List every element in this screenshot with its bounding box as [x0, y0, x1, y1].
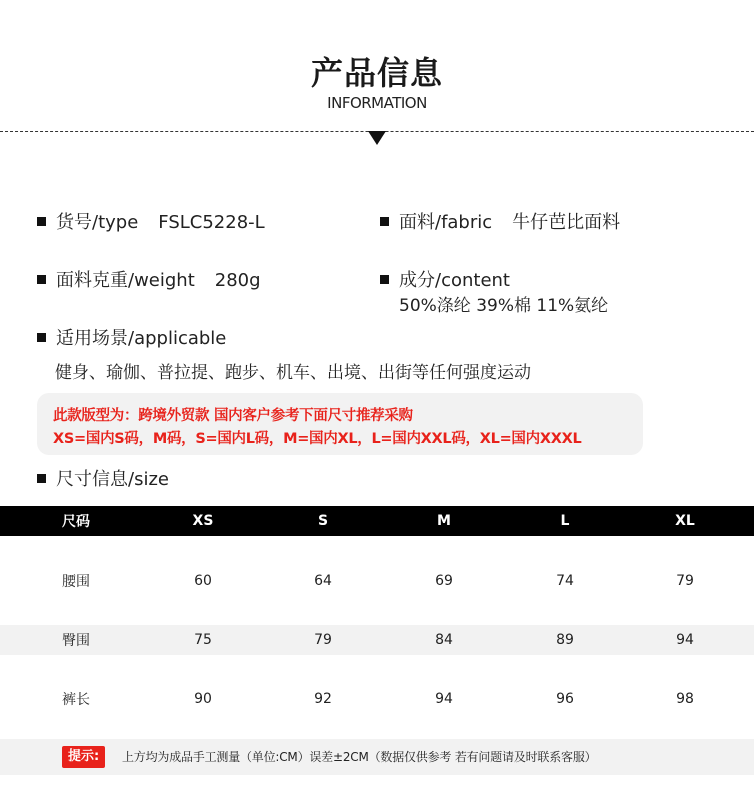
content-label: 成分/content [399, 270, 510, 291]
fabric-value: 牛仔芭比面料 [512, 212, 621, 233]
header-cell: XS [192, 513, 214, 529]
bullet-square-icon [380, 217, 389, 226]
header-cell: M [437, 513, 451, 529]
info-applicable [37, 324, 226, 350]
table-cell: 79 [676, 572, 694, 589]
info-type [37, 208, 265, 234]
size-notice-box [37, 393, 643, 455]
info-fabric [380, 208, 620, 234]
table-cell: 64 [314, 572, 332, 589]
tip-bar [0, 739, 754, 775]
table-cell: 92 [314, 691, 332, 707]
table-cell: 60 [194, 572, 212, 589]
table-cell: 79 [314, 632, 332, 648]
tip-badge: 提示: [62, 746, 105, 768]
table-row [0, 536, 754, 625]
notice-line-2: XS=国内S码，M码，S=国内L码，M=国内XL，L=国内XXL码，XL=国内XXXL [53, 431, 582, 447]
table-cell: 84 [435, 632, 453, 648]
weight-label: 面料克重/weight [56, 270, 195, 291]
row-label: 臀围 [62, 633, 90, 649]
row-label: 裤长 [62, 692, 90, 708]
triangle-down-icon [368, 131, 386, 145]
table-cell: 74 [556, 572, 574, 589]
bullet-square-icon [380, 275, 389, 284]
table-cell: 89 [556, 632, 574, 648]
bullet-square-icon [37, 217, 46, 226]
table-cell: 94 [435, 691, 453, 707]
content-value: 50%涤纶 39%棉 11%氨纶 [399, 296, 609, 316]
size-label: 尺寸信息/size [56, 469, 169, 490]
size-table [0, 506, 754, 743]
bullet-square-icon [37, 275, 46, 284]
type-value: FSLC5228-L [158, 212, 265, 233]
fabric-label: 面料/fabric [399, 212, 493, 233]
applicable-label: 适用场景/applicable [56, 328, 227, 349]
tip-text: 上方均为成品手工测量（单位:CM）误差±2CM（数据仅供参考 若有问题请及时联系客服） [122, 750, 597, 764]
bullet-square-icon [37, 474, 46, 483]
table-cell: 69 [435, 572, 453, 589]
info-weight [37, 266, 261, 292]
weight-value: 280g [214, 270, 261, 291]
header-cell: S [317, 513, 329, 529]
bullet-square-icon [37, 333, 46, 342]
table-row [0, 655, 754, 743]
table-cell: 75 [194, 632, 212, 648]
table-cell: 96 [556, 691, 574, 707]
page-title: 产品信息 [310, 54, 443, 92]
table-row [0, 625, 754, 655]
row-label: 腰围 [62, 573, 90, 590]
info-size [37, 465, 169, 491]
table-cell: 98 [676, 691, 694, 707]
applicable-value: 健身、瑜伽、普拉提、跑步、机车、出境、出街等任何强度运动 [55, 363, 531, 383]
info-content [380, 266, 510, 292]
header-cell: L [560, 513, 570, 529]
table-cell: 94 [676, 632, 694, 648]
header-cell: 尺码 [62, 514, 90, 530]
notice-line-1: 此款版型为：跨境外贸款 国内客户参考下面尺寸推荐采购 [53, 408, 413, 424]
header-cell: XL [675, 513, 695, 529]
type-label: 货号/type [56, 212, 139, 233]
size-table-header [0, 506, 754, 536]
table-cell: 90 [194, 691, 212, 707]
page-subtitle: INFORMATION [327, 94, 427, 112]
